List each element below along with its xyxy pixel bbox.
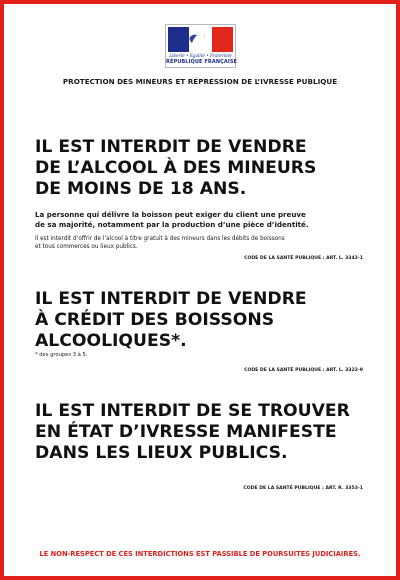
legal-code-reference: CODE DE LA SANTÉ PUBLIQUE : ART. L. 3342-1	[244, 256, 363, 261]
heading-line: DANS LES LIEUX PUBLICS.	[35, 443, 288, 463]
footnote: * des groupes 3 à 5.	[35, 352, 88, 358]
heading-line: IL EST INTERDIT DE VENDRE	[35, 137, 307, 157]
note-line: et tous commerces ou lieux publics.	[35, 244, 138, 251]
note-line: La personne qui délivre la boisson peut exiger du client une preuve	[35, 210, 306, 219]
note-line: Il est interdit d’offrir de l’alcool à titre gratuit à des mineurs dans les débits de boissons	[35, 236, 285, 242]
heading-line: DE MOINS DE 18 ANS.	[35, 179, 247, 199]
heading-alcohol-minors	[35, 137, 316, 200]
republique-francaise-logo	[165, 24, 236, 68]
heading-line: DE L’ALCOOL À DES MINEURS	[35, 158, 317, 178]
heading-credit-sale	[35, 289, 307, 352]
heading-public-drunkenness	[35, 401, 350, 464]
legal-code-reference: CODE DE LA SANTÉ PUBLIQUE : ART. R. 3353-1	[243, 486, 363, 491]
heading-line: EN ÉTAT D’IVRESSE MANIFESTE	[35, 422, 337, 442]
note-line: de sa majorité, notamment par la production d’une pièce d’identité.	[35, 219, 309, 229]
legal-warning-footer: LE NON-RESPECT DE CES INTERDICTIONS EST PASSIBLE DE POURSUITES JUDICIAIRES.	[39, 550, 361, 558]
logo-motto: Liberté • Égalité • Fraternité	[169, 53, 232, 58]
logo-republique-francaise: RÉPUBLIQUE FRANÇAISE	[166, 59, 238, 65]
poster-subtitle: PROTECTION DES MINEURS ET RÉPRESSION DE L’IVRESSE PUBLIQUE	[62, 77, 338, 86]
proof-of-age-note	[35, 210, 309, 229]
heading-line: IL EST INTERDIT DE SE TROUVER	[35, 401, 350, 421]
free-alcohol-note	[35, 235, 285, 251]
heading-line: À CRÉDIT DES BOISSONS	[35, 310, 275, 330]
heading-line: ALCOOLIQUES*.	[35, 331, 187, 351]
legal-code-reference: CODE DE LA SANTÉ PUBLIQUE : ART. L. 3322-9	[244, 368, 363, 373]
marianne-profile-icon	[178, 27, 218, 52]
heading-line: IL EST INTERDIT DE VENDRE	[35, 289, 307, 309]
